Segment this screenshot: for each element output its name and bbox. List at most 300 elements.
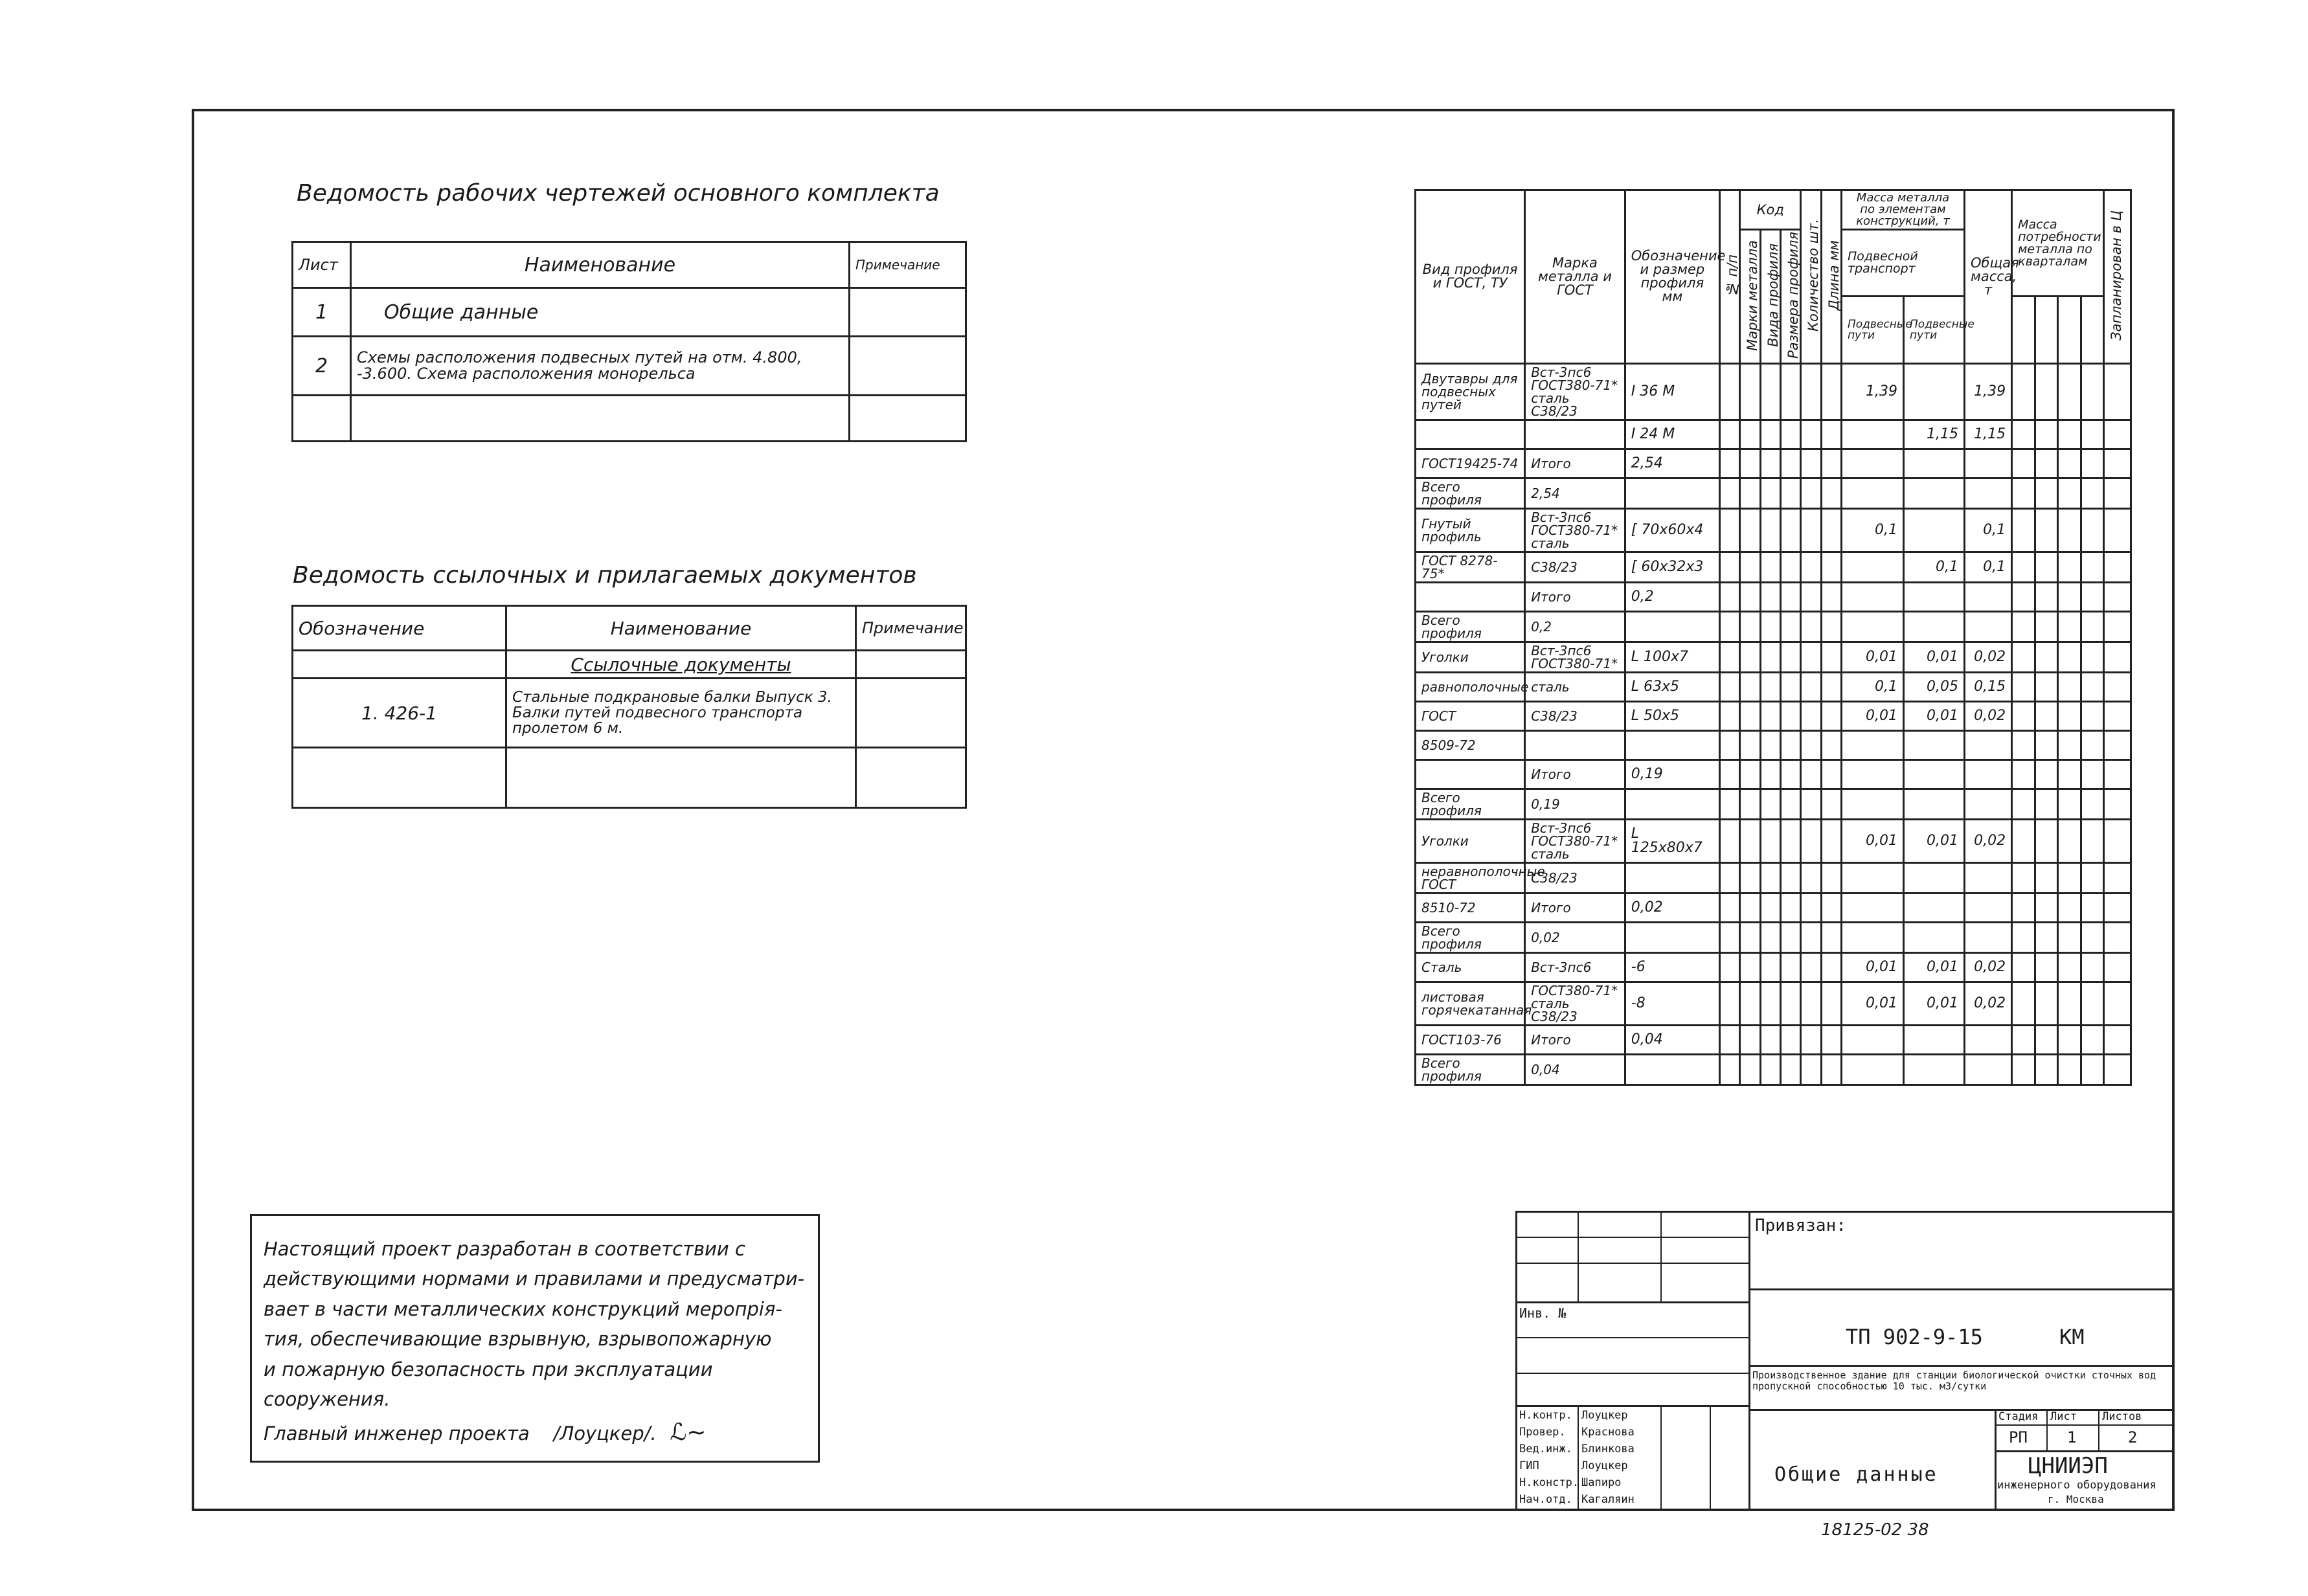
code3-cell — [1780, 701, 1800, 730]
steel-cell: Вст-3пс6 ГОСТ380-71* сталь — [1525, 819, 1625, 862]
num-cell — [1719, 1054, 1739, 1085]
total-cell: 0,02 — [1965, 982, 2012, 1025]
q3-cell — [2058, 363, 2081, 420]
total-cell — [1965, 789, 2012, 819]
code3-cell — [1780, 552, 1800, 582]
q4-cell — [2081, 952, 2104, 982]
size-cell: 2,54 — [1625, 449, 1719, 478]
reserve-cell — [2104, 508, 2131, 552]
hdr-code-type-text: Вида профиля — [1765, 243, 1781, 347]
steel-cell: С38/23 — [1525, 862, 1625, 893]
q3-cell — [2058, 672, 2081, 701]
length-cell — [1821, 420, 1841, 449]
total-cell: 0,15 — [1965, 672, 2012, 701]
spec-table — [1414, 189, 2132, 1086]
hdr-num — [1719, 190, 1739, 364]
q1-cell — [2012, 363, 2035, 420]
num-cell — [1719, 552, 1739, 582]
note-line: действующими нормами и правилами и предусматри- — [264, 1268, 805, 1290]
num-cell — [1719, 952, 1739, 982]
role-name: Блинкова — [1581, 1443, 1635, 1456]
steel-cell — [1525, 420, 1625, 449]
mass2-cell — [1904, 862, 1965, 893]
table-row — [1416, 982, 2131, 1025]
sheet-value: 1 — [2067, 1428, 2077, 1446]
size-cell — [1625, 730, 1719, 759]
sheets-table — [291, 241, 967, 442]
num-cell — [1719, 420, 1739, 449]
size-cell — [1625, 478, 1719, 508]
q3-cell — [2058, 449, 2081, 478]
code1-cell — [1740, 478, 1760, 508]
q3-cell — [2058, 552, 2081, 582]
qty-cell — [1801, 862, 1821, 893]
num-cell — [1719, 449, 1739, 478]
code1-cell — [1740, 582, 1760, 611]
total-cell — [1965, 449, 2012, 478]
role-name: Кагаляин — [1581, 1493, 1635, 1506]
role-label: ГИП — [1519, 1459, 1539, 1472]
q3-cell — [2058, 611, 2081, 642]
qty-cell — [1801, 893, 1821, 922]
size-cell: L 125х80х7 — [1625, 819, 1719, 862]
hdr-qty — [1801, 190, 1821, 364]
reserve-cell — [2104, 862, 2131, 893]
role-name: Лоуцкер — [1581, 1459, 1628, 1472]
code2-cell — [1760, 478, 1780, 508]
mass2-cell — [1904, 922, 1965, 952]
q1-cell — [2012, 672, 2035, 701]
steel-cell: 0,02 — [1525, 922, 1625, 952]
q4-cell — [2081, 420, 2104, 449]
org-city: г. Москва — [2048, 1493, 2104, 1505]
length-cell — [1821, 862, 1841, 893]
mass1-cell: 0,01 — [1841, 701, 1903, 730]
profile-cell — [1416, 420, 1525, 449]
mass1-cell — [1841, 582, 1903, 611]
num-cell — [1719, 922, 1739, 952]
total-cell — [1965, 893, 2012, 922]
q1-cell — [2012, 862, 2035, 893]
q1-cell — [2012, 952, 2035, 982]
doc-code: 1. 426-1 — [293, 679, 506, 748]
total-cell — [1965, 1025, 2012, 1054]
table-header-row — [293, 606, 966, 651]
chief-name: /Лоуцкер/. — [553, 1422, 657, 1445]
hdr-sub1: Подвесные пути — [1841, 297, 1903, 363]
q2-cell — [2035, 759, 2058, 789]
q2-cell — [2035, 701, 2058, 730]
q-cell — [2035, 297, 2058, 363]
code2-cell — [1760, 420, 1780, 449]
steel-cell: Вст-3пс6 ГОСТ380-71* сталь С38/23 — [1525, 363, 1625, 420]
code1-cell — [1740, 922, 1760, 952]
q2-cell — [2035, 1054, 2058, 1085]
length-cell — [1821, 730, 1841, 759]
qty-cell — [1801, 611, 1821, 642]
mass1-cell — [1841, 478, 1903, 508]
mass2-cell: 0,05 — [1904, 672, 1965, 701]
q1-cell — [2012, 611, 2035, 642]
q-cell — [2012, 297, 2035, 363]
num-cell — [1719, 363, 1739, 420]
code1-cell — [1740, 982, 1760, 1025]
q1-cell — [2012, 730, 2035, 759]
total-cell — [1965, 922, 2012, 952]
table-row — [1416, 363, 2131, 420]
q2-cell — [2035, 642, 2058, 672]
mass1-cell — [1841, 1054, 1903, 1085]
q4-cell — [2081, 363, 2104, 420]
document-code: ТП 902-9-15 — [1846, 1325, 1983, 1349]
code1-cell — [1740, 952, 1760, 982]
q4-cell — [2081, 893, 2104, 922]
qty-cell — [1801, 552, 1821, 582]
q2-cell — [2035, 508, 2058, 552]
total-cell: 0,02 — [1965, 819, 2012, 862]
qty-cell — [1801, 701, 1821, 730]
q2-cell — [2035, 952, 2058, 982]
num-cell — [1719, 862, 1739, 893]
q2-cell — [2035, 420, 2058, 449]
table-row — [1416, 449, 2131, 478]
mass1-cell — [1841, 730, 1903, 759]
profile-cell: ГОСТ — [1416, 701, 1525, 730]
profile-cell: Всего профиля — [1416, 922, 1525, 952]
sheet-name: Общие данные — [351, 288, 850, 337]
reserve-cell — [2104, 672, 2131, 701]
empty-cell — [850, 396, 966, 442]
code1-cell — [1740, 508, 1760, 552]
length-cell — [1821, 1054, 1841, 1085]
header-note: Примечание — [856, 606, 966, 651]
reserve-cell — [2104, 759, 2131, 789]
length-cell — [1821, 701, 1841, 730]
code3-cell — [1780, 759, 1800, 789]
size-cell — [1625, 789, 1719, 819]
chief-line — [264, 1414, 806, 1452]
mass1-cell — [1841, 420, 1903, 449]
sheet-name: Схемы расположения подвесных путей на отм. 4.800, -3.600. Схема расположения монорельса — [351, 337, 850, 396]
mass2-cell: 1,15 — [1904, 420, 1965, 449]
size-cell — [1625, 862, 1719, 893]
q4-cell — [2081, 730, 2104, 759]
code3-cell — [1780, 611, 1800, 642]
code2-cell — [1760, 449, 1780, 478]
mass1-cell — [1841, 759, 1903, 789]
steel-cell: 0,2 — [1525, 611, 1625, 642]
size-cell: 0,19 — [1625, 759, 1719, 789]
reserve-cell — [2104, 611, 2131, 642]
note-line: сооружения. — [264, 1388, 390, 1410]
q4-cell — [2081, 449, 2104, 478]
code2-cell — [1760, 893, 1780, 922]
code2-cell — [1760, 1025, 1780, 1054]
mass2-cell: 0,1 — [1904, 552, 1965, 582]
mass1-cell — [1841, 862, 1903, 893]
total-cell: 0,02 — [1965, 701, 2012, 730]
table-row — [1416, 789, 2131, 819]
total-cell: 0,02 — [1965, 952, 2012, 982]
q1-cell — [2012, 552, 2035, 582]
q-cell — [2081, 297, 2104, 363]
qty-cell — [1801, 789, 1821, 819]
qty-cell — [1801, 1054, 1821, 1085]
table-row — [293, 337, 966, 396]
table-row — [1416, 862, 2131, 893]
mass2-cell — [1904, 478, 1965, 508]
org-name: ЦНИИЭП — [2028, 1453, 2108, 1479]
q4-cell — [2081, 759, 2104, 789]
reserve-cell — [2104, 819, 2131, 862]
table-row — [293, 288, 966, 337]
length-cell — [1821, 1025, 1841, 1054]
num-cell — [1719, 508, 1739, 552]
q1-cell — [2012, 478, 2035, 508]
total-cell: 0,1 — [1965, 552, 2012, 582]
total-cell — [1965, 611, 2012, 642]
profile-cell: Уголки — [1416, 819, 1525, 862]
chief-label: Главный инженер проекта — [264, 1422, 530, 1445]
role-name: Лоуцкер — [1581, 1409, 1628, 1422]
length-cell — [1821, 789, 1841, 819]
object-name: Производственное здание для станции биологической очистки сточных вод пропускной способностью 10 тыс. м3/сутки — [1752, 1369, 2156, 1393]
code3-cell — [1780, 582, 1800, 611]
signature-mark: ℒ~ — [662, 1419, 707, 1446]
q4-cell — [2081, 789, 2104, 819]
attached-label: Привязан: — [1755, 1216, 1846, 1235]
steel-cell — [1525, 730, 1625, 759]
total-cell: 0,1 — [1965, 508, 2012, 552]
role-name: Краснова — [1581, 1426, 1635, 1439]
hdr-steel: Марка металла и ГОСТ — [1525, 190, 1625, 364]
code3-cell — [1780, 449, 1800, 478]
code2-cell — [1760, 952, 1780, 982]
num-cell — [1719, 982, 1739, 1025]
q3-cell — [2058, 862, 2081, 893]
code2-cell — [1760, 862, 1780, 893]
steel-cell: С38/23 — [1525, 552, 1625, 582]
length-cell — [1821, 672, 1841, 701]
q4-cell — [2081, 922, 2104, 952]
code2-cell — [1760, 730, 1780, 759]
length-cell — [1821, 611, 1841, 642]
code1-cell — [1740, 701, 1760, 730]
code3-cell — [1780, 508, 1800, 552]
compliance-note — [250, 1214, 820, 1463]
q1-cell — [2012, 759, 2035, 789]
reserve-cell — [2104, 893, 2131, 922]
q2-cell — [2035, 819, 2058, 862]
hdr-sub2: Подвесные пути — [1904, 297, 1965, 363]
code2-cell — [1760, 552, 1780, 582]
num-cell — [1719, 759, 1739, 789]
table-row — [1416, 420, 2131, 449]
code2-cell — [1760, 582, 1780, 611]
profile-cell — [1416, 582, 1525, 611]
size-cell — [1625, 922, 1719, 952]
mass1-cell — [1841, 922, 1903, 952]
length-cell — [1821, 642, 1841, 672]
code3-cell — [1780, 363, 1800, 420]
note-line: вает в части металлических конструкций меропрiя- — [264, 1298, 782, 1320]
table-row — [293, 679, 966, 748]
qty-cell — [1801, 982, 1821, 1025]
doc-name: Стальные подкрановые балки Выпуск 3. Балки путей подвесного транспорта пролетом 6 м. — [506, 679, 856, 748]
spec-body — [1416, 363, 2131, 1085]
reserve-cell — [2104, 1054, 2131, 1085]
mass1-cell: 0,01 — [1841, 819, 1903, 862]
q1-cell — [2012, 420, 2035, 449]
code1-cell — [1740, 672, 1760, 701]
q4-cell — [2081, 672, 2104, 701]
mass2-cell — [1904, 508, 1965, 552]
profile-cell: Уголки — [1416, 642, 1525, 672]
q4-cell — [2081, 478, 2104, 508]
qty-cell — [1801, 508, 1821, 552]
table-row — [293, 396, 966, 442]
length-cell — [1821, 982, 1841, 1025]
reserve-cell — [2104, 449, 2131, 478]
profile-cell: Всего профиля — [1416, 789, 1525, 819]
length-cell — [1821, 582, 1841, 611]
q4-cell — [2081, 582, 2104, 611]
total-cell — [1965, 730, 2012, 759]
steel-cell: Вст-3пс6 ГОСТ380-71* — [1525, 642, 1625, 672]
q3-cell — [2058, 478, 2081, 508]
reserve-cell — [2104, 952, 2131, 982]
reserve-cell — [2104, 478, 2131, 508]
sheet-number: 2 — [293, 337, 351, 396]
q1-cell — [2012, 819, 2035, 862]
table-row — [1416, 611, 2131, 642]
profile-cell: Сталь — [1416, 952, 1525, 982]
length-cell — [1821, 893, 1841, 922]
mass1-cell — [1841, 449, 1903, 478]
sheet-header: Лист — [2050, 1410, 2077, 1423]
mass1-cell — [1841, 552, 1903, 582]
code3-cell — [1780, 420, 1800, 449]
table-row — [1416, 952, 2131, 982]
sheet-note — [850, 288, 966, 337]
mass1-cell — [1841, 611, 1903, 642]
code1-cell — [1740, 1025, 1760, 1054]
mass2-cell: 0,01 — [1904, 701, 1965, 730]
num-cell — [1719, 893, 1739, 922]
qty-cell — [1801, 420, 1821, 449]
hdr-code-steel-text: Марки металла — [1745, 240, 1761, 351]
mass2-cell: 0,01 — [1904, 952, 1965, 982]
document-mark: КМ — [2059, 1325, 2085, 1349]
profile-cell: Всего профиля — [1416, 478, 1525, 508]
code1-cell — [1740, 862, 1760, 893]
q4-cell — [2081, 819, 2104, 862]
hdr-code-type — [1760, 230, 1780, 364]
q1-cell — [2012, 922, 2035, 952]
mass2-cell — [1904, 789, 1965, 819]
org-subtitle: инженерного оборудования — [1997, 1479, 2156, 1492]
hdr-size: Обозначение и размер профиля мм — [1625, 190, 1719, 364]
table-row — [1416, 672, 2131, 701]
q3-cell — [2058, 701, 2081, 730]
qty-cell — [1801, 1025, 1821, 1054]
code3-cell — [1780, 862, 1800, 893]
mass1-cell — [1841, 1025, 1903, 1054]
code2-cell — [1760, 672, 1780, 701]
code3-cell — [1780, 1054, 1800, 1085]
sheet-note — [850, 337, 966, 396]
stage-value: РП — [2009, 1428, 2028, 1446]
mass2-cell — [1904, 611, 1965, 642]
hdr-transport: Подвесной транспорт — [1841, 230, 1964, 297]
hdr-length-text: Длина мм — [1826, 240, 1842, 311]
total-cell — [1965, 1054, 2012, 1085]
table-row — [1416, 508, 2131, 552]
mass2-cell — [1904, 730, 1965, 759]
doc-note — [856, 679, 966, 748]
reserve-cell — [2104, 582, 2131, 611]
q3-cell — [2058, 893, 2081, 922]
size-cell: L 50х5 — [1625, 701, 1719, 730]
num-cell — [1719, 730, 1739, 759]
hdr-profile: Вид профиля и ГОСТ, ТУ — [1416, 190, 1525, 364]
table-row — [1416, 1025, 2131, 1054]
q2-cell — [2035, 789, 2058, 819]
mass1-cell — [1841, 893, 1903, 922]
code2-cell — [1760, 611, 1780, 642]
profile-cell: неравнополочные ГОСТ — [1416, 862, 1525, 893]
mass2-cell — [1904, 759, 1965, 789]
section-title: Ссылочные документы — [506, 651, 856, 679]
table-row — [1416, 642, 2131, 672]
steel-cell: Вст-3пс6 ГОСТ380-71* сталь — [1525, 508, 1625, 552]
empty-cell — [856, 651, 966, 679]
reserve-cell — [2104, 363, 2131, 420]
code2-cell — [1760, 642, 1780, 672]
code1-cell — [1740, 819, 1760, 862]
sheets-header: Листов — [2102, 1410, 2142, 1423]
mass2-cell — [1904, 1025, 1965, 1054]
hdr-reserve-text: Запланирован в Ц — [2109, 210, 2125, 341]
q-cell — [2058, 297, 2081, 363]
role-label: Провер. — [1519, 1426, 1566, 1439]
q1-cell — [2012, 508, 2035, 552]
size-cell — [1625, 611, 1719, 642]
q2-cell — [2035, 552, 2058, 582]
size-cell: 0,2 — [1625, 582, 1719, 611]
header-code: Обозначение — [293, 606, 506, 651]
role-label: Нач.отд. — [1519, 1493, 1572, 1506]
total-cell — [1965, 478, 2012, 508]
code1-cell — [1740, 893, 1760, 922]
hdr-mass: Масса металла по элементам конструкций, т — [1841, 190, 1964, 230]
note-line: Настоящий проект разработан в соответствии с — [264, 1238, 745, 1260]
q3-cell — [2058, 952, 2081, 982]
q1-cell — [2012, 701, 2035, 730]
mass1-cell: 0,01 — [1841, 982, 1903, 1025]
size-cell: [ 60х32х3 — [1625, 552, 1719, 582]
table-row — [1416, 582, 2131, 611]
empty-cell — [293, 748, 506, 808]
drawing-number: 18125-02 38 — [1821, 1520, 1929, 1540]
total-cell — [1965, 759, 2012, 789]
reserve-cell — [2104, 730, 2131, 759]
steel-cell: С38/23 — [1525, 701, 1625, 730]
q3-cell — [2058, 922, 2081, 952]
num-cell — [1719, 1025, 1739, 1054]
qty-cell — [1801, 363, 1821, 420]
length-cell — [1821, 363, 1841, 420]
